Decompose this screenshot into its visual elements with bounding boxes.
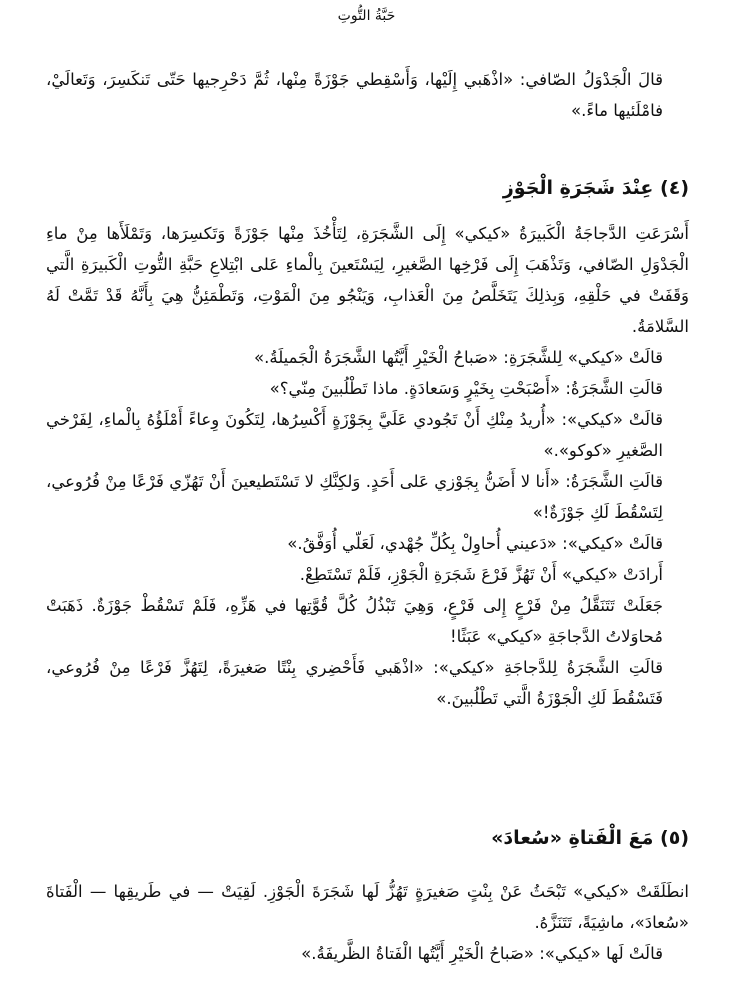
paragraph: قالَتْ «كيكي»: «أُريدُ مِنْكِ أَنْ تَجُودي عَلَيَّ بِجَوْزَةٍ أَكْسِرُها، لِتَكُونَ وِعاءً أَمْلَؤُهُ بِالْماءِ، لِفَرْخي الصَّغيرِ «كوكو».» bbox=[46, 410, 663, 460]
intro-paragraph: قالَ الْجَدْوَلُ الصّافي: «اذْهَبي إِلَيْها، وَأَسْقِطي جَوْزَةً مِنْها، ثُمَّ دَحْرِجيها حَتّى تَنكَسِرَ، وَتَعالَيْ، فامْلَئيها ماءً.» bbox=[46, 70, 663, 120]
section-heading: (٤) عِنْدَ شَجَرَةِ الْجَوْزِ bbox=[502, 177, 689, 199]
section-4-body bbox=[46, 218, 689, 714]
paragraph: قالَتِ الشَّجَرَةُ: «أَصْبَحْتِ بِخَيْرٍ وَسَعادَةٍ. ماذا تَطْلُبينَ مِنّي؟» bbox=[269, 379, 663, 398]
paragraph: قالَتِ الشَّجَرَةُ: «أَنا لا أَضَنُّ بِجَوْزي عَلى أَحَدٍ. وَلكِنَّكِ لا تَسْتَطيعينَ أَنْ تَهُزّي فَرْعًا مِنْ فُرُوعي، لِتَسْقُطَ لَكِ جَوْزَةٌ!» bbox=[46, 472, 663, 522]
section-heading: (٥) مَعَ الْفَتاةِ «سُعادَ» bbox=[491, 827, 689, 849]
section-5-heading-block bbox=[46, 818, 689, 858]
paragraph: جَعَلَتْ تَتَنَقَّلُ مِنْ فَرْعٍ إِلى فَرْعٍ، وَهِيَ تَبْذُلُ كُلَّ قُوَّتِها في هَزِّهِ، فَلَمْ تَسْقُطْ جَوْزَةٌ. ذَهَبَتْ مُحاوَلاتُ الدَّجاجَةِ «كيكي» عَبَثًا! bbox=[46, 596, 663, 646]
intro-block bbox=[46, 64, 689, 126]
paragraph: قالَتْ «كيكي» لِلشَّجَرَةِ: «صَباحُ الْخَيْرِ أَيَّتُها الشَّجَرَةُ الْجَميلَةُ.» bbox=[254, 348, 663, 367]
section-5-body bbox=[46, 876, 689, 969]
paragraph: أَسْرَعَتِ الدَّجاجَةُ الْكَبيرَةُ «كيكي» إِلَى الشَّجَرَةِ، لِتَأْخُذَ مِنْها جَوْزَةً وَتَكسِرَها، وَتَمْلَأَها مِنْ ماءِ الْجَدْوَلِ الصّافي، وَتَذْهَبَ إِلَى فَرْخِها الصَّغيرِ، لِيَسْتَعينَ بِالْماءِ عَلى ابْتِلاعِ حَبَّةِ التُّوتِ الْكَبيرَةِ الَّتي وَقَفَتْ في حَلْقِهِ، وَبِذلِكَ يَتَخَلَّصُ مِنَ الْعَذابِ، وَيَنْجُو مِنَ الْمَوْتِ، وَتَطْمَئِنُّ هِيَ بِأَنَّهُ قَدْ تَمَّتْ لَهُ السَّلامَةُ. bbox=[46, 224, 689, 336]
paragraph: أَرادَتْ «كيكي» أَنْ تَهُزَّ فَرْعَ شَجَرَةِ الْجَوْزِ، فَلَمْ تَسْتَطِعْ. bbox=[299, 565, 663, 584]
paragraph: قالَتِ الشَّجَرَةُ لِلدَّجاجَةِ «كيكي»: «اذْهَبي فَأَحْضِري بِنْتًا صَغيرَةً، لِتَهُزَّ فَرْعًا مِنْ فُرُوعي، فَتَسْقُطَ لَكِ الْجَوْزَةُ الَّتي تَطْلُبينَ.» bbox=[46, 658, 663, 708]
paragraph: انطَلَقَتْ «كيكي» تَبْحَثُ عَنْ بِنْتٍ صَغيرَةٍ تَهُزُّ لَها شَجَرَةَ الْجَوْزِ. لَقِيَتْ — في طَريقِها — الْفَتاةَ «سُعادَ»، ماشِيَةً، تَتَنَزَّهُ. bbox=[46, 882, 689, 932]
running-title: حَبَّةُ التُّوتِ bbox=[337, 8, 396, 24]
paragraph: قالَتْ لَها «كيكي»: «صَباحُ الْخَيْرِ أَيَّتُها الْفَتاةُ الظَّريفَةُ.» bbox=[301, 944, 663, 963]
paragraph: قالَتْ «كيكي»: «دَعيني أُحاوِلْ بِكُلِّ جُهْدي، لَعَلّي أُوَفَّقُ.» bbox=[287, 534, 663, 553]
section-4-heading-block bbox=[46, 168, 689, 208]
